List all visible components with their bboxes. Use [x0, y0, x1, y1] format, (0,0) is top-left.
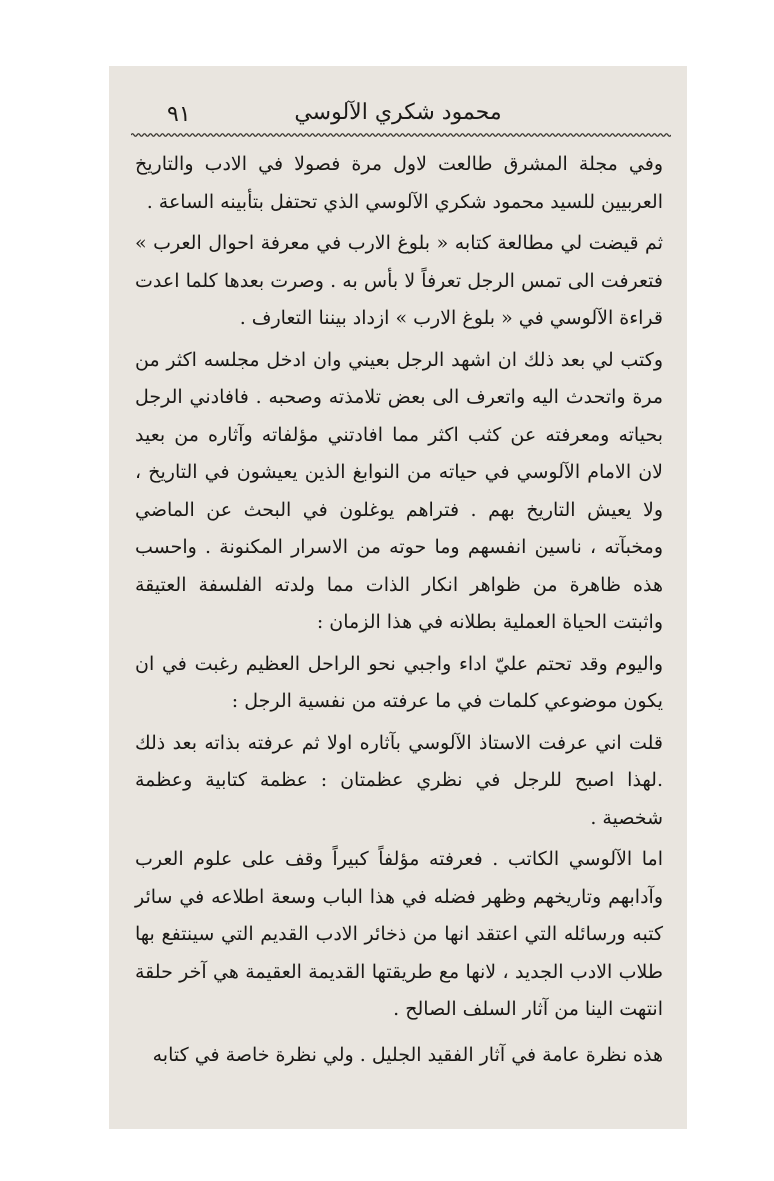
page-number: ٩١ — [167, 102, 191, 127]
header-divider — [131, 132, 671, 138]
running-title: محمود شكري الآلوسي — [294, 100, 502, 125]
paragraph: وكتب لي بعد ذلك ان اشهد الرجل بعيني وان ادخل مجلسه اكثر من مرة واتحدث اليه واتعرف الى بعض تلامذته وصحبه . فافادني الرجل بحياته ومعرفته عن كثب اكثر مما افادتني مؤلفاته وآثاره من بعيد لان الامام الآلوسي في حياته من النوابغ الذين يعيشون في التاريخ ، ولا يعيش التاريخ بهم . فتراهم يوغلون في البحث عن الماضي ومخبآته ، ناسين انفسهم وما حوته من الاسرار المكنونة . واحسب هذه ظاهرة من ظواهر انكار الذات مما ولدته الفلسفة العتيقة واثبتت الحياة العملية بطلانه في هذا الزمان : — [135, 348, 663, 633]
paragraph: اما الآلوسي الكاتب . فعرفته مؤلفاً كبيراً وقف على علوم العرب وآدابهم وتاريخهم وظهر فضله في هذا الباب وسعة اطلاعه في سائر كتبه ورسائله التي اعتقد انها من ذخائر الادب القديم التي سينتفع بها طلاب الادب الجديد ، لانها مع طريقتها القديمة العقيمة هي آخر حلقة انتهت الينا من آثار السلف الصالح . — [135, 848, 663, 1020]
paragraph: وفي مجلة المشرق طالعت لاول مرة فصولا في الادب والتاريخ العربيين للسيد محمود شكري الآلوسي الذي تحتفل بتأبينه الساعة . — [135, 153, 663, 213]
body-text — [135, 146, 663, 1074]
page-header — [109, 96, 687, 132]
paragraph: ثم قيضت لي مطالعة كتابه « بلوغ الارب في معرفة احوال العرب » فتعرفت الى تمس الرجل تعرفاً لا بأس به . وصرت بعدها كلما اعدت قراءة الآلوسي في « بلوغ الارب » ازداد بيننا التعارف . — [135, 232, 663, 329]
book-page — [109, 66, 687, 1129]
paragraph: واليوم وقد تحتم عليّ اداء واجبي نحو الراحل العظيم رغبت في ان يكون موضوعي كلمات في ما عرفته من نفسية الرجل : — [135, 652, 663, 712]
paragraph: هذه نظرة عامة في آثار الفقيد الجليل . ولي نظرة خاصة في كتابه — [152, 1043, 663, 1066]
paragraph: قلت اني عرفت الاستاذ الآلوسي بآثاره اولا ثم عرفته بذاته بعد ذلك .لهذا اصبح للرجل في نظري عظمتان : عظمة كتابية وعظمة شخصية . — [135, 731, 663, 829]
